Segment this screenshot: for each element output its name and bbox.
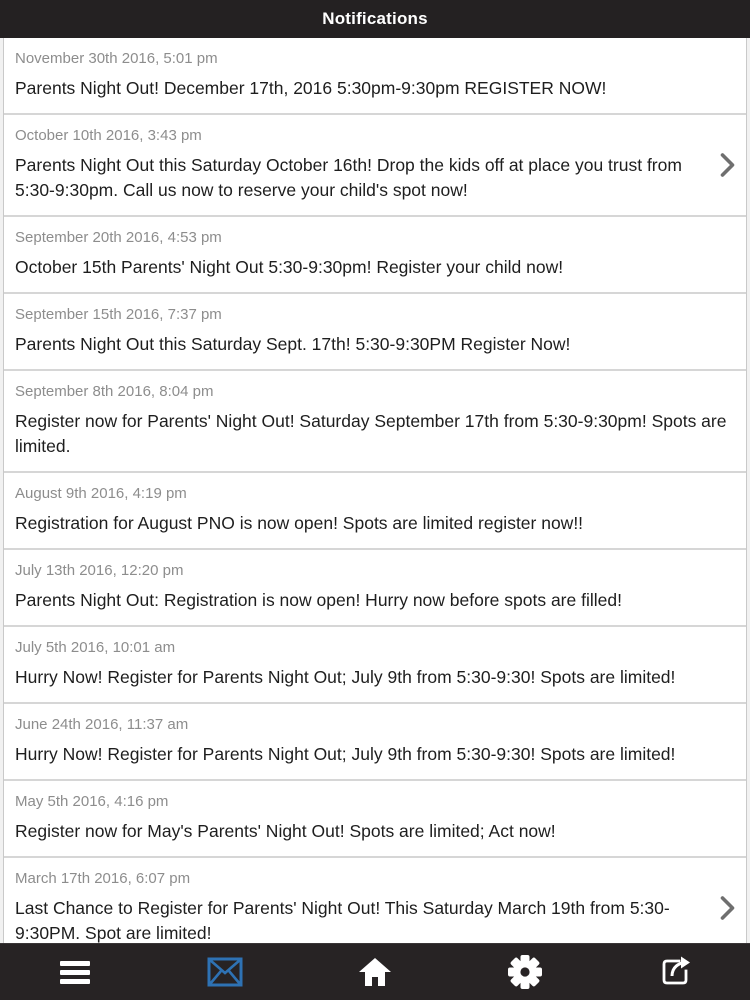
notification-item[interactable] [4,471,746,548]
chevron-right-icon [719,150,736,180]
notification-message: Last Chance to Register for Parents' Night Out! This Saturday March 19th from 5:30-9:30PM. Spot are limited! [15,898,670,943]
notification-timestamp: September 15th 2016, 7:37 pm [15,306,222,323]
notification-timestamp: November 30th 2016, 5:01 pm [15,50,218,67]
notification-item[interactable] [4,369,746,471]
chevron-right-icon [719,893,736,923]
notification-message: Hurry Now! Register for Parents Night Out; July 9th from 5:30-9:30! Spots are limited! [15,744,676,764]
notification-timestamp: September 8th 2016, 8:04 pm [15,383,214,400]
notification-item[interactable] [4,38,746,113]
notification-list[interactable] [3,38,747,943]
notification-item[interactable] [4,625,746,702]
notification-list-wrap [0,38,750,943]
notification-timestamp: March 17th 2016, 6:07 pm [15,870,191,887]
page-title: Notifications [322,9,428,28]
notification-timestamp: July 5th 2016, 10:01 am [15,639,176,656]
notification-item[interactable] [4,215,746,292]
nav-home-button[interactable] [300,944,450,1000]
notification-message: Register now for May's Parents' Night Out! Spots are limited; Act now! [15,821,556,841]
nav-menu-button[interactable] [0,944,150,1000]
hamburger-icon [60,961,90,984]
mail-icon [205,955,245,989]
notification-item[interactable] [4,548,746,625]
notification-timestamp: June 24th 2016, 11:37 am [15,716,189,733]
notification-timestamp: July 13th 2016, 12:20 pm [15,562,184,579]
nav-share-button[interactable] [600,944,750,1000]
gear-icon [507,954,543,990]
notification-message: Parents Night Out this Saturday Sept. 17th! 5:30-9:30PM Register Now! [15,334,571,354]
notification-item[interactable] [4,779,746,856]
header-bar [0,0,750,38]
notification-timestamp: September 20th 2016, 4:53 pm [15,229,222,246]
notification-message: Parents Night Out! December 17th, 2016 5:30pm-9:30pm REGISTER NOW! [15,78,607,98]
notification-message: October 15th Parents' Night Out 5:30-9:30pm! Register your child now! [15,257,564,277]
notification-item[interactable] [4,702,746,779]
notification-message: Parents Night Out this Saturday October 16th! Drop the kids off at place you trust from 5:30-9:30pm. Call us now to reserve your child's spot now! [15,155,682,200]
notification-item[interactable] [4,292,746,369]
notification-item[interactable] [4,856,746,943]
notification-message: Register now for Parents' Night Out! Saturday September 17th from 5:30-9:30pm! Spots are limited. [15,411,727,456]
notification-message: Hurry Now! Register for Parents Night Out; July 9th from 5:30-9:30! Spots are limited! [15,667,676,687]
notification-message: Parents Night Out: Registration is now open! Hurry now before spots are filled! [15,590,622,610]
notification-timestamp: October 10th 2016, 3:43 pm [15,127,202,144]
notification-timestamp: August 9th 2016, 4:19 pm [15,485,187,502]
bottom-nav-bar [0,943,750,1000]
home-icon [358,957,392,987]
notification-item[interactable] [4,113,746,215]
nav-settings-button[interactable] [450,944,600,1000]
nav-notifications-button[interactable] [150,944,300,1000]
notification-timestamp: May 5th 2016, 4:16 pm [15,793,169,810]
notification-message: Registration for August PNO is now open! Spots are limited register now!! [15,513,584,533]
share-icon [657,954,693,990]
